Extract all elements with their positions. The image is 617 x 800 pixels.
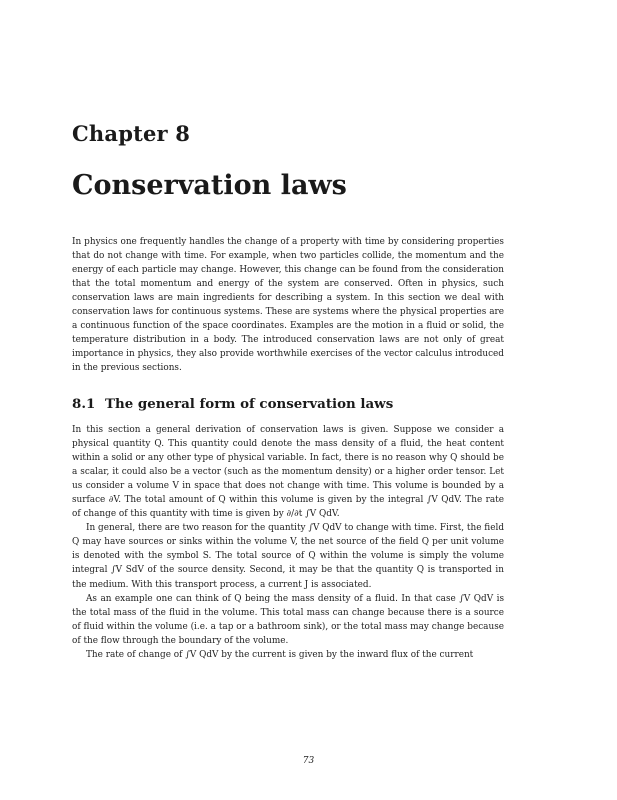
section-body	[72, 423, 504, 662]
chapter-label: Chapter 8	[72, 121, 191, 146]
section-paragraph: In general, there are two reason for the quantity ∫V QdV to change with time. First, the field Q may have sources or sinks within the volume V, the net source of the field Q per unit volume is denoted with the symbol S. The total source of Q within the volume is simply the volume integral ∫V SdV of the source density. Second, it may be that the quantity Q is transported in the medium. With this transport process, a current J is associated.	[72, 523, 504, 590]
section-paragraph: The rate of change of ∫V QdV by the current is given by the inward flux of the current	[86, 649, 474, 660]
section-heading	[72, 396, 393, 412]
section-paragraph: In this section a general derivation of conservation laws is given. Suppose we consider a physical quantity Q. This quantity could denote the mass density of a fluid, the heat content within a solid or any other type of physical variable. In fact, there is no reason why Q should be a scalar, it could also be a vector (such as the momentum density) or a higher order tensor. Let us consider a volume V in space that does not change with time. This volume is bounded by a surface ∂V. The total amount of Q within this volume is given by the integral ∫V QdV. The rate of change of this quantity with time is given by ∂/∂t ∫V QdV.	[72, 425, 504, 520]
section-paragraph: As an example one can think of Q being the mass density of a fluid. In that case ∫V QdV is the total mass of the fluid in the volume. This total mass can change because there is a source of fluid within the volume (i.e. a tap or a bathroom sink), or the total mass may change because of the flow through the boundary of the volume.	[72, 593, 504, 646]
page-number: 73	[302, 756, 315, 766]
section-number: 8.1	[72, 396, 96, 412]
chapter-title: Conservation laws	[72, 170, 347, 201]
intro-paragraph: In physics one frequently handles the change of a property with time by considering properties that do not change with time. For example, when two particles collide, the momentum and the energy of each particle may change. However, this change can be found from the consideration that the total momentum and energy of the system are conserved. Often in physics, such conservation laws are main ingredients for describing a system. In this section we deal with conservation laws for continuous systems. These are systems where the physical properties are a continuous function of the space coordinates. Examples are the motion in a fluid or solid, the temperature distribution in a body. The introduced conservation laws are not only of great importance in physics, they also provide worthwhile exercises of the vector calculus introduced in the previous sections.	[72, 237, 504, 374]
intro-text	[72, 235, 504, 375]
section-title: The general form of conservation laws	[105, 396, 394, 412]
